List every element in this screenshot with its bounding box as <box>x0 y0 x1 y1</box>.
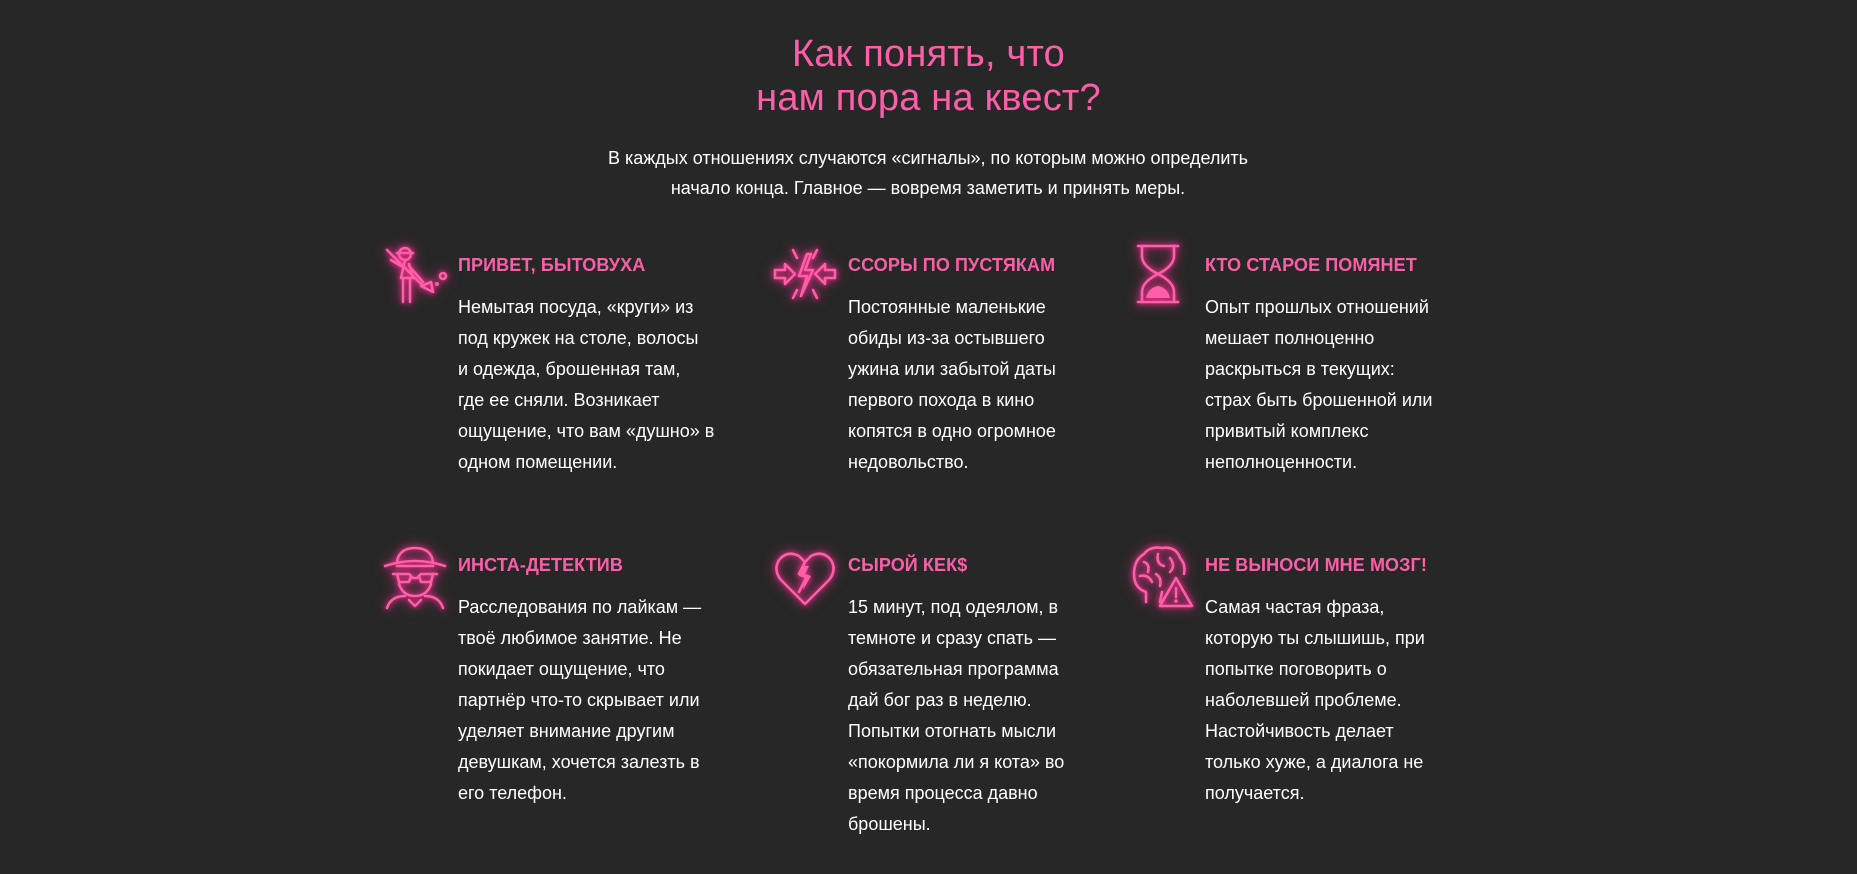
hourglass-icon <box>1130 244 1194 312</box>
section-intro <box>528 143 1328 203</box>
card-description <box>458 292 753 478</box>
conflict-lightning-icon <box>773 244 837 312</box>
card-text-line: 15 минут, под одеялом, в <box>848 597 1059 617</box>
brain-warning-icon <box>1130 544 1194 612</box>
intro-line-1: В каждых отношениях случаются «сигналы», по которым можно определить <box>607 148 1249 168</box>
card-title: ССОРЫ ПО ПУСТЯКАМ <box>848 255 1056 275</box>
card-text-line: обязательная программа <box>848 659 1059 679</box>
card-text-line: «покормила ли я кота» во <box>848 752 1065 772</box>
card-text-line: Расследования по лайкам — <box>458 597 702 617</box>
card-text-line: его телефон. <box>458 783 567 803</box>
card-title: КТО СТАРОЕ ПОМЯНЕТ <box>1205 255 1417 275</box>
card-text-line: наболевшей проблеме. <box>1205 690 1402 710</box>
intro-line-2: начало конца. Главное — вовремя заметить и принять меры. <box>670 178 1186 198</box>
card-text-line: только хуже, а диалога не <box>1205 752 1424 772</box>
card-description <box>848 292 1143 478</box>
card-text-line: первого похода в кино <box>848 390 1035 410</box>
card-text-line: которую ты слышишь, при <box>1205 628 1425 648</box>
card-text-line: твоё любимое занятие. Не <box>458 628 682 648</box>
card-text-line: мешает полноценно <box>1205 328 1375 348</box>
card-text-line: Опыт прошлых отношений <box>1205 297 1429 317</box>
card-description <box>458 592 753 809</box>
section-title <box>0 32 1857 120</box>
section-title-line-2: нам пора на квест? <box>756 77 1101 119</box>
card-title: СЫРОЙ КЕК$ <box>848 555 968 575</box>
card-text-line: Самая частая фраза, <box>1205 597 1385 617</box>
card-text-line: темноте и сразу спать — <box>848 628 1056 648</box>
spy-detective-icon <box>383 544 447 612</box>
card-text-line: брошены. <box>848 814 931 834</box>
card-text-line: привитый комплекс <box>1205 421 1369 441</box>
card-text-line: Настойчивость делает <box>1205 721 1394 741</box>
card-text-line: обиды из-за остывшего <box>848 328 1045 348</box>
card-text-line: недовольство. <box>848 452 969 472</box>
card-text-line: неполноценности. <box>1205 452 1358 472</box>
card-title: ИНСТА-ДЕТЕКТИВ <box>458 555 623 575</box>
card-description <box>1205 592 1500 809</box>
card-text-line: под кружек на столе, волосы <box>458 328 699 348</box>
card-text-line: раскрыться в текущих: <box>1205 359 1395 379</box>
card-text-line: одном помещении. <box>458 452 618 472</box>
card-text-line: копятся в одно огромное <box>848 421 1056 441</box>
card-description <box>848 592 1143 840</box>
card-text-line: получается. <box>1205 783 1305 803</box>
card-text-line: попытке поговорить о <box>1205 659 1387 679</box>
card-text-line: Постоянные маленькие <box>848 297 1046 317</box>
card-title: НЕ ВЫНОСИ МНЕ МОЗГ! <box>1205 555 1427 575</box>
cleaning-woman-icon <box>383 244 447 312</box>
section-title-line-1: Как понять, что <box>792 33 1065 75</box>
card-text-line: уделяет внимание другим <box>458 721 675 741</box>
card-text-line: ужина или забытой даты <box>848 359 1056 379</box>
card-text-line: Немытая посуда, «круги» из <box>458 297 694 317</box>
card-text-line: страх быть брошенной или <box>1205 390 1433 410</box>
card-text-line: партнёр что-то скрывает или <box>458 690 700 710</box>
card-text-line: где ее сняли. Возникает <box>458 390 660 410</box>
card-title: ПРИВЕТ, БЫТОВУХА <box>458 255 646 275</box>
card-text-line: время процесса давно <box>848 783 1038 803</box>
card-text-line: ощущение, что вам «душно» в <box>458 421 715 441</box>
card-text-line: дай бог раз в неделю. <box>848 690 1032 710</box>
card-text-line: Попытки отогнать мысли <box>848 721 1057 741</box>
card-text-line: девушкам, хочется залезть в <box>458 752 700 772</box>
card-text-line: покидает ощущение, что <box>458 659 665 679</box>
card-text-line: и одежда, брошенная там, <box>458 359 681 379</box>
card-description <box>1205 292 1500 478</box>
broken-heart-icon <box>773 544 837 612</box>
